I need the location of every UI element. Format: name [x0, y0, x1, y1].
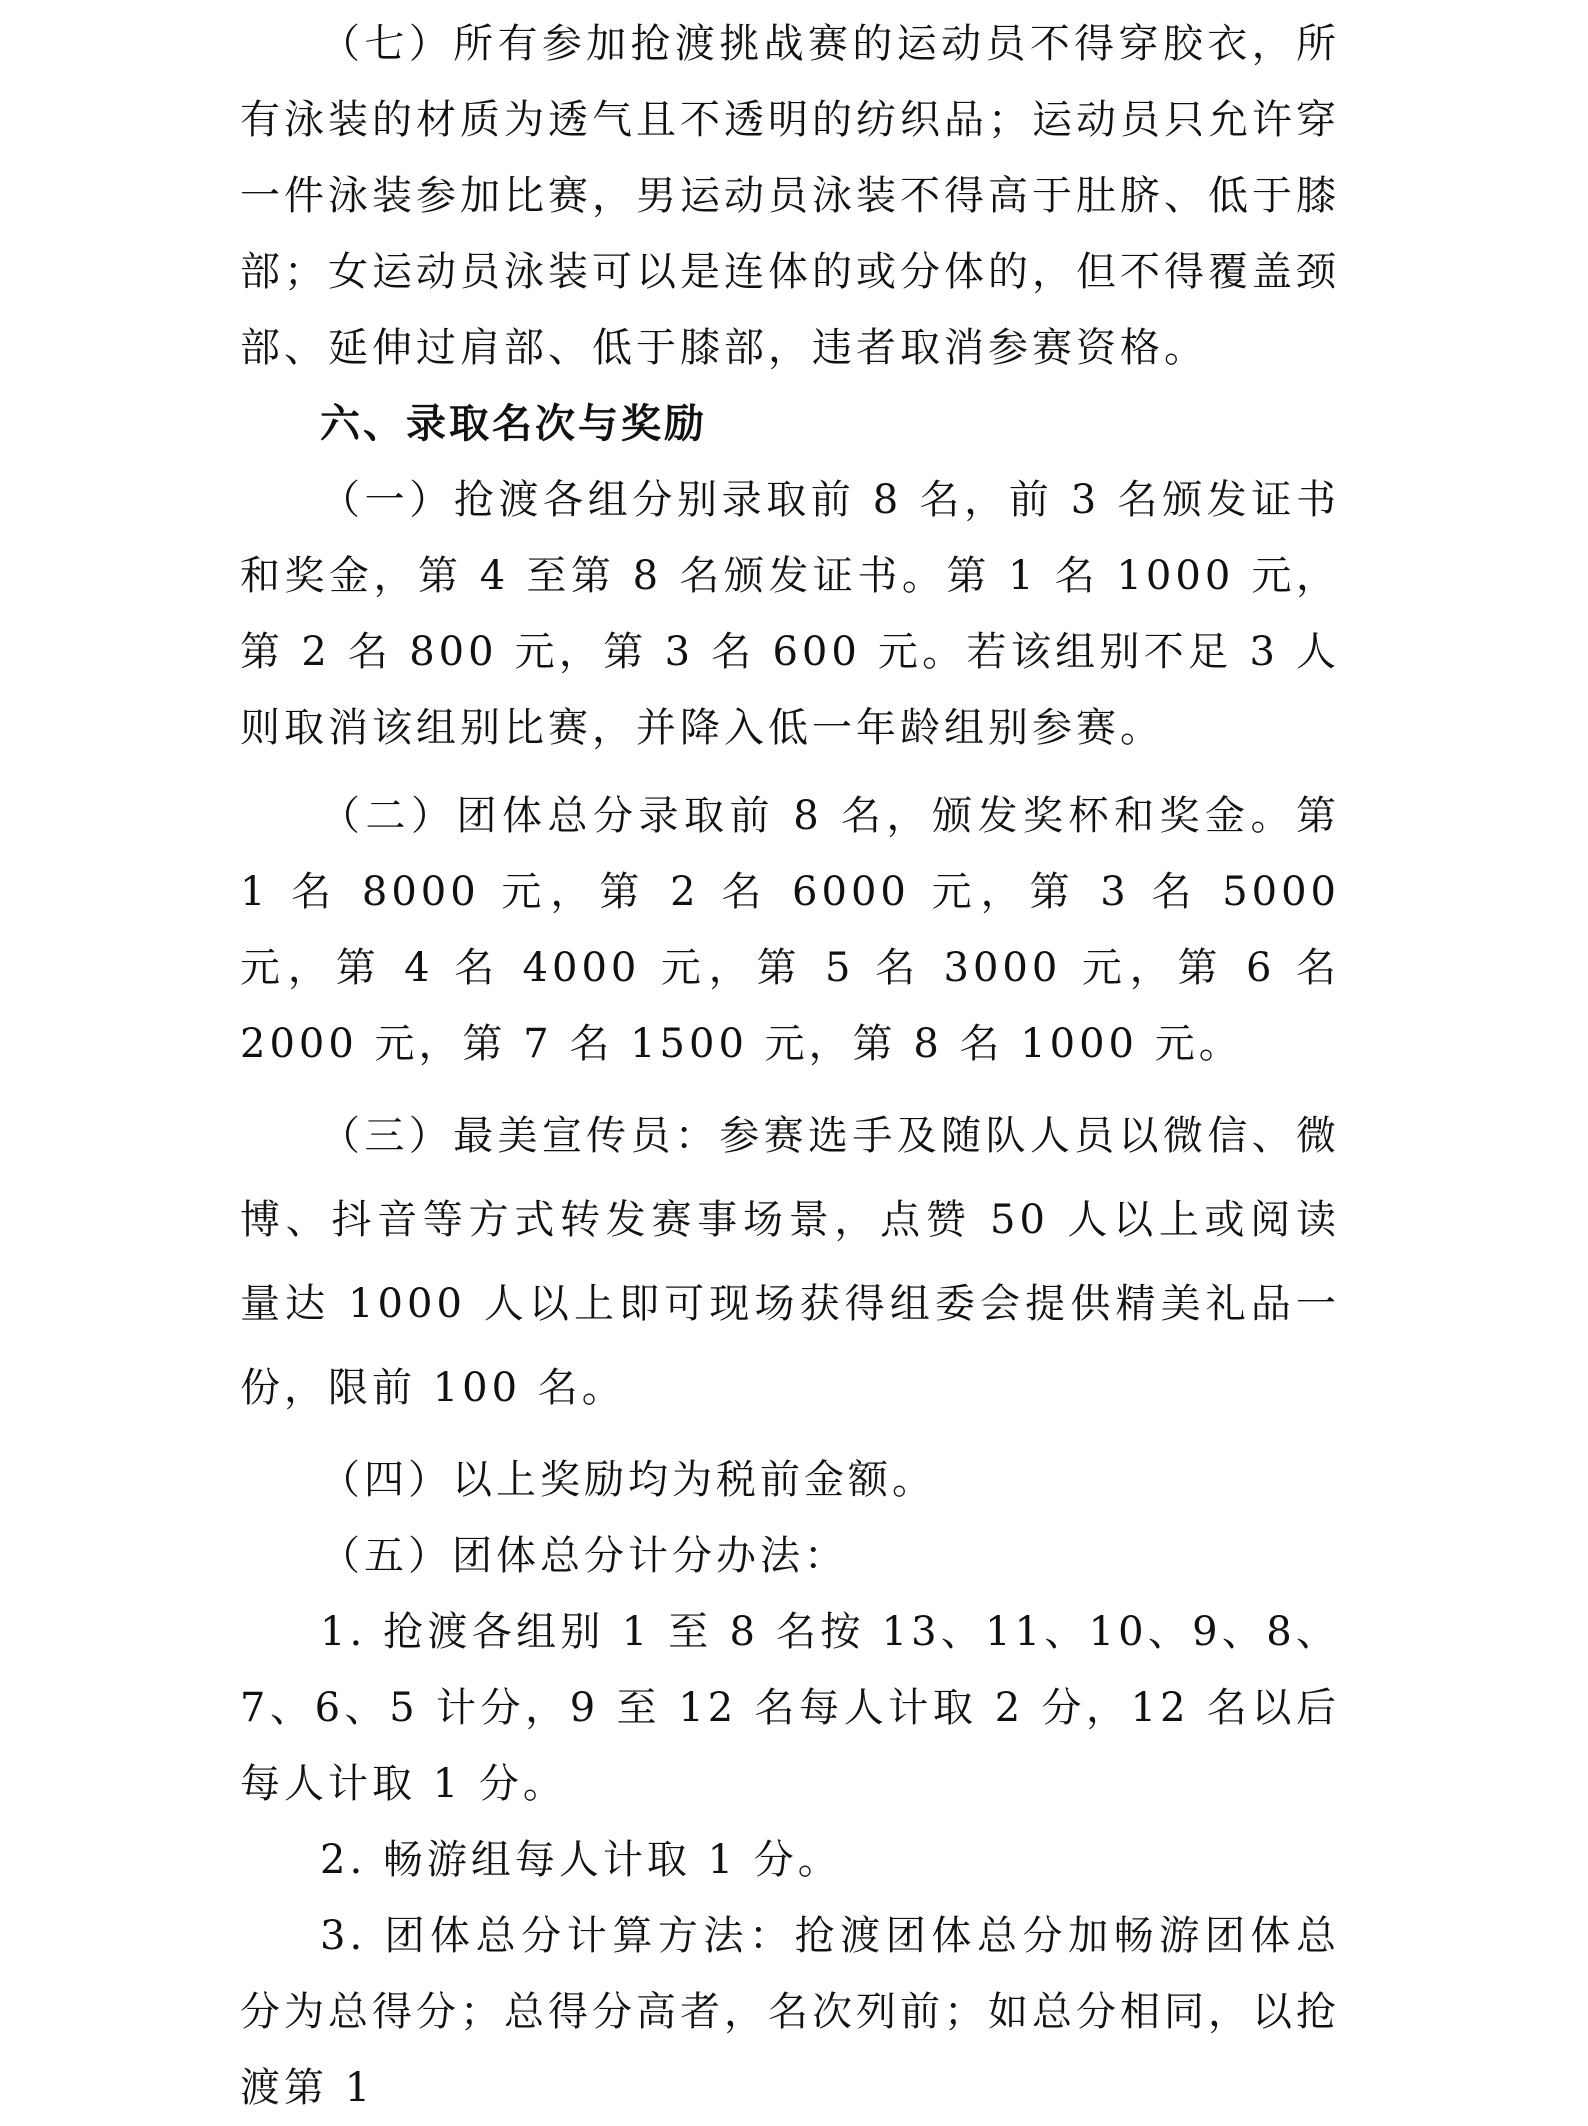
section-heading-ranking-and-rewards: 六、录取名次与奖励	[320, 401, 707, 447]
paragraph-item-2-team-total: （二）团体总分录取前 8 名，颁发奖杯和奖金。第 1 名 8000 元，第 2 名 6000 元，第 3 名 5000 元，第 4 名 4000 元，第 5 名 3000 元，第 6 名 2000 元，第 7 名 1500 元，第 8 名 1000 元。	[240, 793, 1340, 1067]
paragraph-rule-1: 1. 抢渡各组别 1 至 8 名按 13、11、10、9、8、7、6、5 计分，9 至 12 名每人计取 2 分，12 名以后每人计取 1 分。	[240, 1609, 1340, 1807]
paragraph-item-5-scoring-method: （五）团体总分计分办法：	[320, 1533, 848, 1579]
paragraph-rule-3: 3. 团体总分计算方法：抢渡团体总分加畅游团体总分为总得分；总得分高者，名次列前；如总分相同，以抢渡第 1	[240, 1913, 1340, 2111]
paragraph-item-1-group-ranking: （一）抢渡各组分别录取前 8 名，前 3 名颁发证书和奖金，第 4 至第 8 名颁发证书。第 1 名 1000 元，第 2 名 800 元，第 3 名 600 元。若该组别不足 3 人则取消该组别比赛，并降入低一年龄组别参赛。	[240, 477, 1340, 751]
paragraph-item-3-best-promoter: （三）最美宣传员：参赛选手及随队人员以微信、微博、抖音等方式转发赛事场景，点赞 50 人以上或阅读量达 1000 人以上即可现场获得组委会提供精美礼品一份，限前 100 名。	[240, 1113, 1340, 1411]
paragraph-item-4-pre-tax: （四）以上奖励均为税前金额。	[320, 1457, 936, 1503]
document-body	[240, 6, 1340, 2126]
paragraph-swimwear-rules: （七）所有参加抢渡挑战赛的运动员不得穿胶衣，所有泳装的材质为透气且不透明的纺织品；运动员只允许穿一件泳装参加比赛，男运动员泳装不得高于肚脐、低于膝部；女运动员泳装可以是连体的或分体的，但不得覆盖颈部、延伸过肩部、低于膝部，违者取消参赛资格。	[240, 21, 1340, 371]
paragraph-rule-2: 2. 畅游组每人计取 1 分。	[320, 1837, 842, 1883]
